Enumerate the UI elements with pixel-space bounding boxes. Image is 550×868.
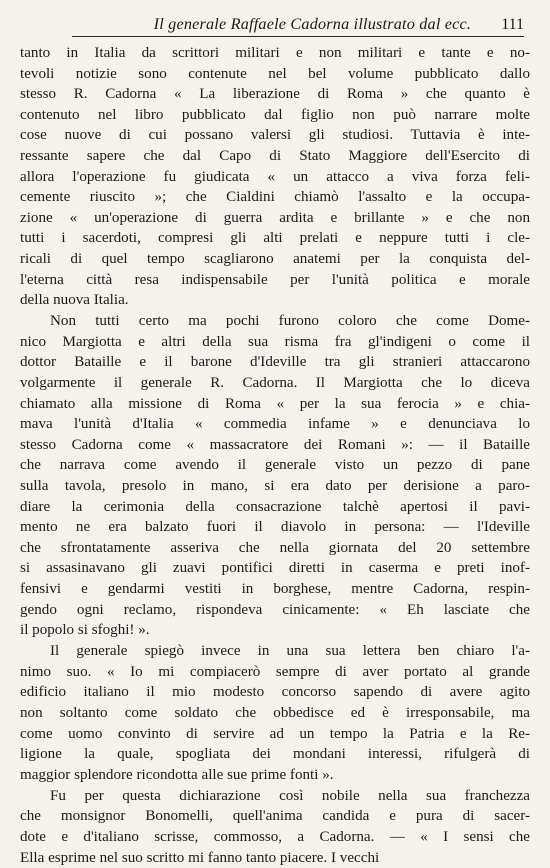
- text-line: stesso R. Cadorna « La liberazione di Roma » che quanto è: [20, 86, 530, 103]
- text-line: nimo suo. « Io mi compiacerò sempre di aver portato al grande: [20, 663, 530, 680]
- text-line: contenuto nel libro pubblicato dal figlio non può narrare molte: [20, 106, 530, 123]
- text-line: l'eterna città resa indispensabile per l'unità politica e morale: [20, 271, 530, 288]
- text-line: che sfrontatamente asseriva che nella giornata del 20 settembre: [20, 539, 530, 556]
- text-line: ricali di quel tempo scagliarono anatemi per la conquista del-: [20, 250, 530, 267]
- text-line: sulla tavola, presolo in mano, si era dato per derisione a paro-: [20, 477, 530, 494]
- text-line: chiamato alla missione di Roma « per la sua ferocia » e chia-: [20, 395, 530, 412]
- running-header: [72, 8, 524, 37]
- text-line: mento ne era balzato fuori il diavolo in persona: — l'Ideville: [20, 519, 530, 536]
- text-line: dottor Bataille e il barone d'Ideville tra gli stranieri attaccarono: [20, 354, 530, 371]
- text-line: volgarmente il generale R. Cadorna. Il Margiotta che lo diceva: [20, 375, 530, 391]
- page-body: [20, 43, 530, 868]
- text-line: nico Margiotta e altri della sua risma fra gl'indigeni o come il: [20, 333, 530, 350]
- text-line: Non tutti certo ma pochi furono coloro che come Dome-: [50, 313, 530, 330]
- text-line: tanto in Italia da scrittori militari e non militari e tante e no-: [20, 45, 530, 61]
- text-line: zione « un'operazione di guerra ardita e brillante » e che non: [20, 209, 530, 226]
- text-line: edificio italiano il mio modesto concorso sapendo di avere agito: [20, 684, 530, 701]
- text-line: che monsignor Bonomelli, quell'anima candida e pura di sacer-: [20, 808, 530, 825]
- paragraph: [20, 641, 530, 785]
- text-line: cose nuove di cui possano valersi gli studiosi. Tuttavia è inte-: [20, 127, 530, 144]
- text-line: Fu per questa dichiarazione così nobile nella sua franchezza: [50, 787, 530, 804]
- running-title: Il generale Raffaele Cadorna illustrato dal ecc.: [153, 15, 472, 33]
- text-line: tutti i sacerdoti, compresi gli alti prelati e neppure tutti i cle-: [20, 230, 530, 247]
- text-line: Il generale spiegò invece in una sua lettera ben chiaro l'a-: [50, 643, 530, 660]
- text-line: ligione la quale, spogliata dei mondani interessi, rifulgerà di: [20, 746, 530, 763]
- text-line: il popolo si sfoghi! ».: [20, 622, 150, 639]
- paragraph: [20, 786, 530, 868]
- text-line: cemente riuscito »; che Cialdini chiamò l'assalto e la occupa-: [20, 189, 530, 206]
- text-line: gendo ogni reclamo, rispondeva cinicamente: « Eh lasciate che: [20, 601, 530, 618]
- paragraph: [20, 43, 530, 311]
- paragraph: [20, 311, 530, 641]
- text-line: ressante sapere che dal Capo di Stato Maggiore dell'Esercito di: [20, 147, 530, 164]
- text-line: non soltanto come soldato che obbedisce ed è irresponsabile, ma: [20, 705, 530, 721]
- page-number: 111: [501, 16, 524, 33]
- text-line: tevoli notizie sono contenute nel bel volume pubblicato dallo: [20, 65, 530, 82]
- text-line: fensivi e gendarmi vestiti in borghese, mentre Cadorna, respin-: [20, 580, 530, 597]
- text-line: della nuova Italia.: [20, 292, 129, 309]
- text-line: come uomo convinto di servire ad un tempo la Patria e la Re-: [20, 725, 530, 742]
- text-line: Ella esprime nel suo scritto mi fanno tanto piacere. I vecchi: [20, 849, 380, 866]
- text-line: che narrava come avendo il generale visto un pezzo di pane: [20, 457, 530, 474]
- text-line: si assasinavano gli zuavi pontifici diretti in caserma e preti inof-: [20, 560, 530, 577]
- text-line: dote e d'italiano scrisse, commosso, a Cadorna. — « I sensi che: [20, 829, 530, 846]
- text-line: maggior splendore ricondotta alle sue prime fonti ».: [20, 766, 334, 783]
- text-line: mava l'unità d'Italia « commedia infame » e denunciava lo: [20, 416, 530, 433]
- text-line: allora l'operazione fu giudicata « un attacco a viva forza feli-: [20, 168, 530, 185]
- text-line: stesso Cadorna come « massacratore dei Romani »: — il Bataille: [20, 436, 530, 453]
- text-line: diare la cerimonia della consacrazione talchè apertosi il pavi-: [20, 498, 530, 515]
